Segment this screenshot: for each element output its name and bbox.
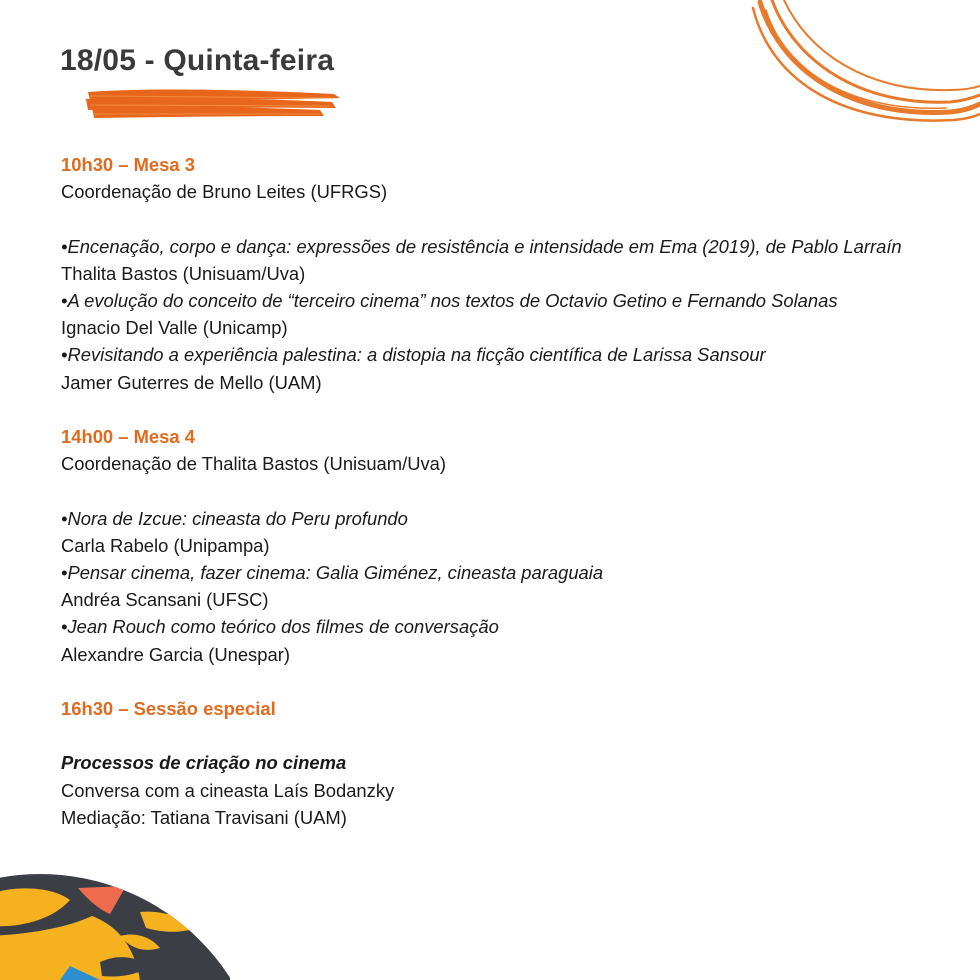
special-event-title: Processos de criação no cinema <box>61 752 347 774</box>
pattern-circle-decoration <box>0 870 230 980</box>
session-time: 16h30 – Sessão especial <box>61 698 276 719</box>
talk-speaker: Carla Rabelo (Unipampa) <box>61 534 270 556</box>
page-title: 18/05 - Quinta-feira <box>60 44 335 77</box>
schedule <box>61 151 919 831</box>
talk-speaker: Thalita Bastos (Unisuam/Uva) <box>61 262 306 284</box>
talk-speaker: Jamer Guterres de Mello (UAM) <box>61 371 322 393</box>
talk-title: •Revisitando a experiência palestina: a distopia na ficção científica de Larissa Sansour <box>61 344 766 366</box>
session-coordination: Coordenação de Bruno Leites (UFRGS) <box>61 181 388 203</box>
title-brush-stroke <box>84 86 342 122</box>
talk-title: •Nora de Izcue: cineasta do Peru profundo <box>61 507 408 529</box>
session-coordination: Coordenação de Thalita Bastos (Unisuam/Uva) <box>61 453 447 475</box>
talk-title: •Pensar cinema, fazer cinema: Galia Giménez, cineasta paraguaia <box>61 562 604 583</box>
talk-speaker: Ignacio Del Valle (Unicamp) <box>61 317 288 339</box>
session-time: 14h00 – Mesa 4 <box>61 426 195 447</box>
talk-title: •Jean Rouch como teórico dos filmes de conversação <box>61 616 499 638</box>
special-event-line: Mediação: Tatiana Travisani (UAM) <box>61 806 347 828</box>
talk-speaker: Alexandre Garcia (Unespar) <box>61 643 290 665</box>
special-event-line: Conversa com a cineasta Laís Bodanzky <box>61 779 395 801</box>
session-time: 10h30 – Mesa 3 <box>61 154 195 175</box>
talk-title: •Encenação, corpo e dança: expressões de resistência e intensidade em Ema (2019), de Pablo Larraín <box>61 235 902 257</box>
talk-speaker: Andréa Scansani (UFSC) <box>61 589 269 611</box>
talk-title: •A evolução do conceito de “terceiro cinema” nos textos de Octavio Getino e Fernando Solanas <box>61 290 838 311</box>
brush-circle-decoration <box>750 0 980 130</box>
